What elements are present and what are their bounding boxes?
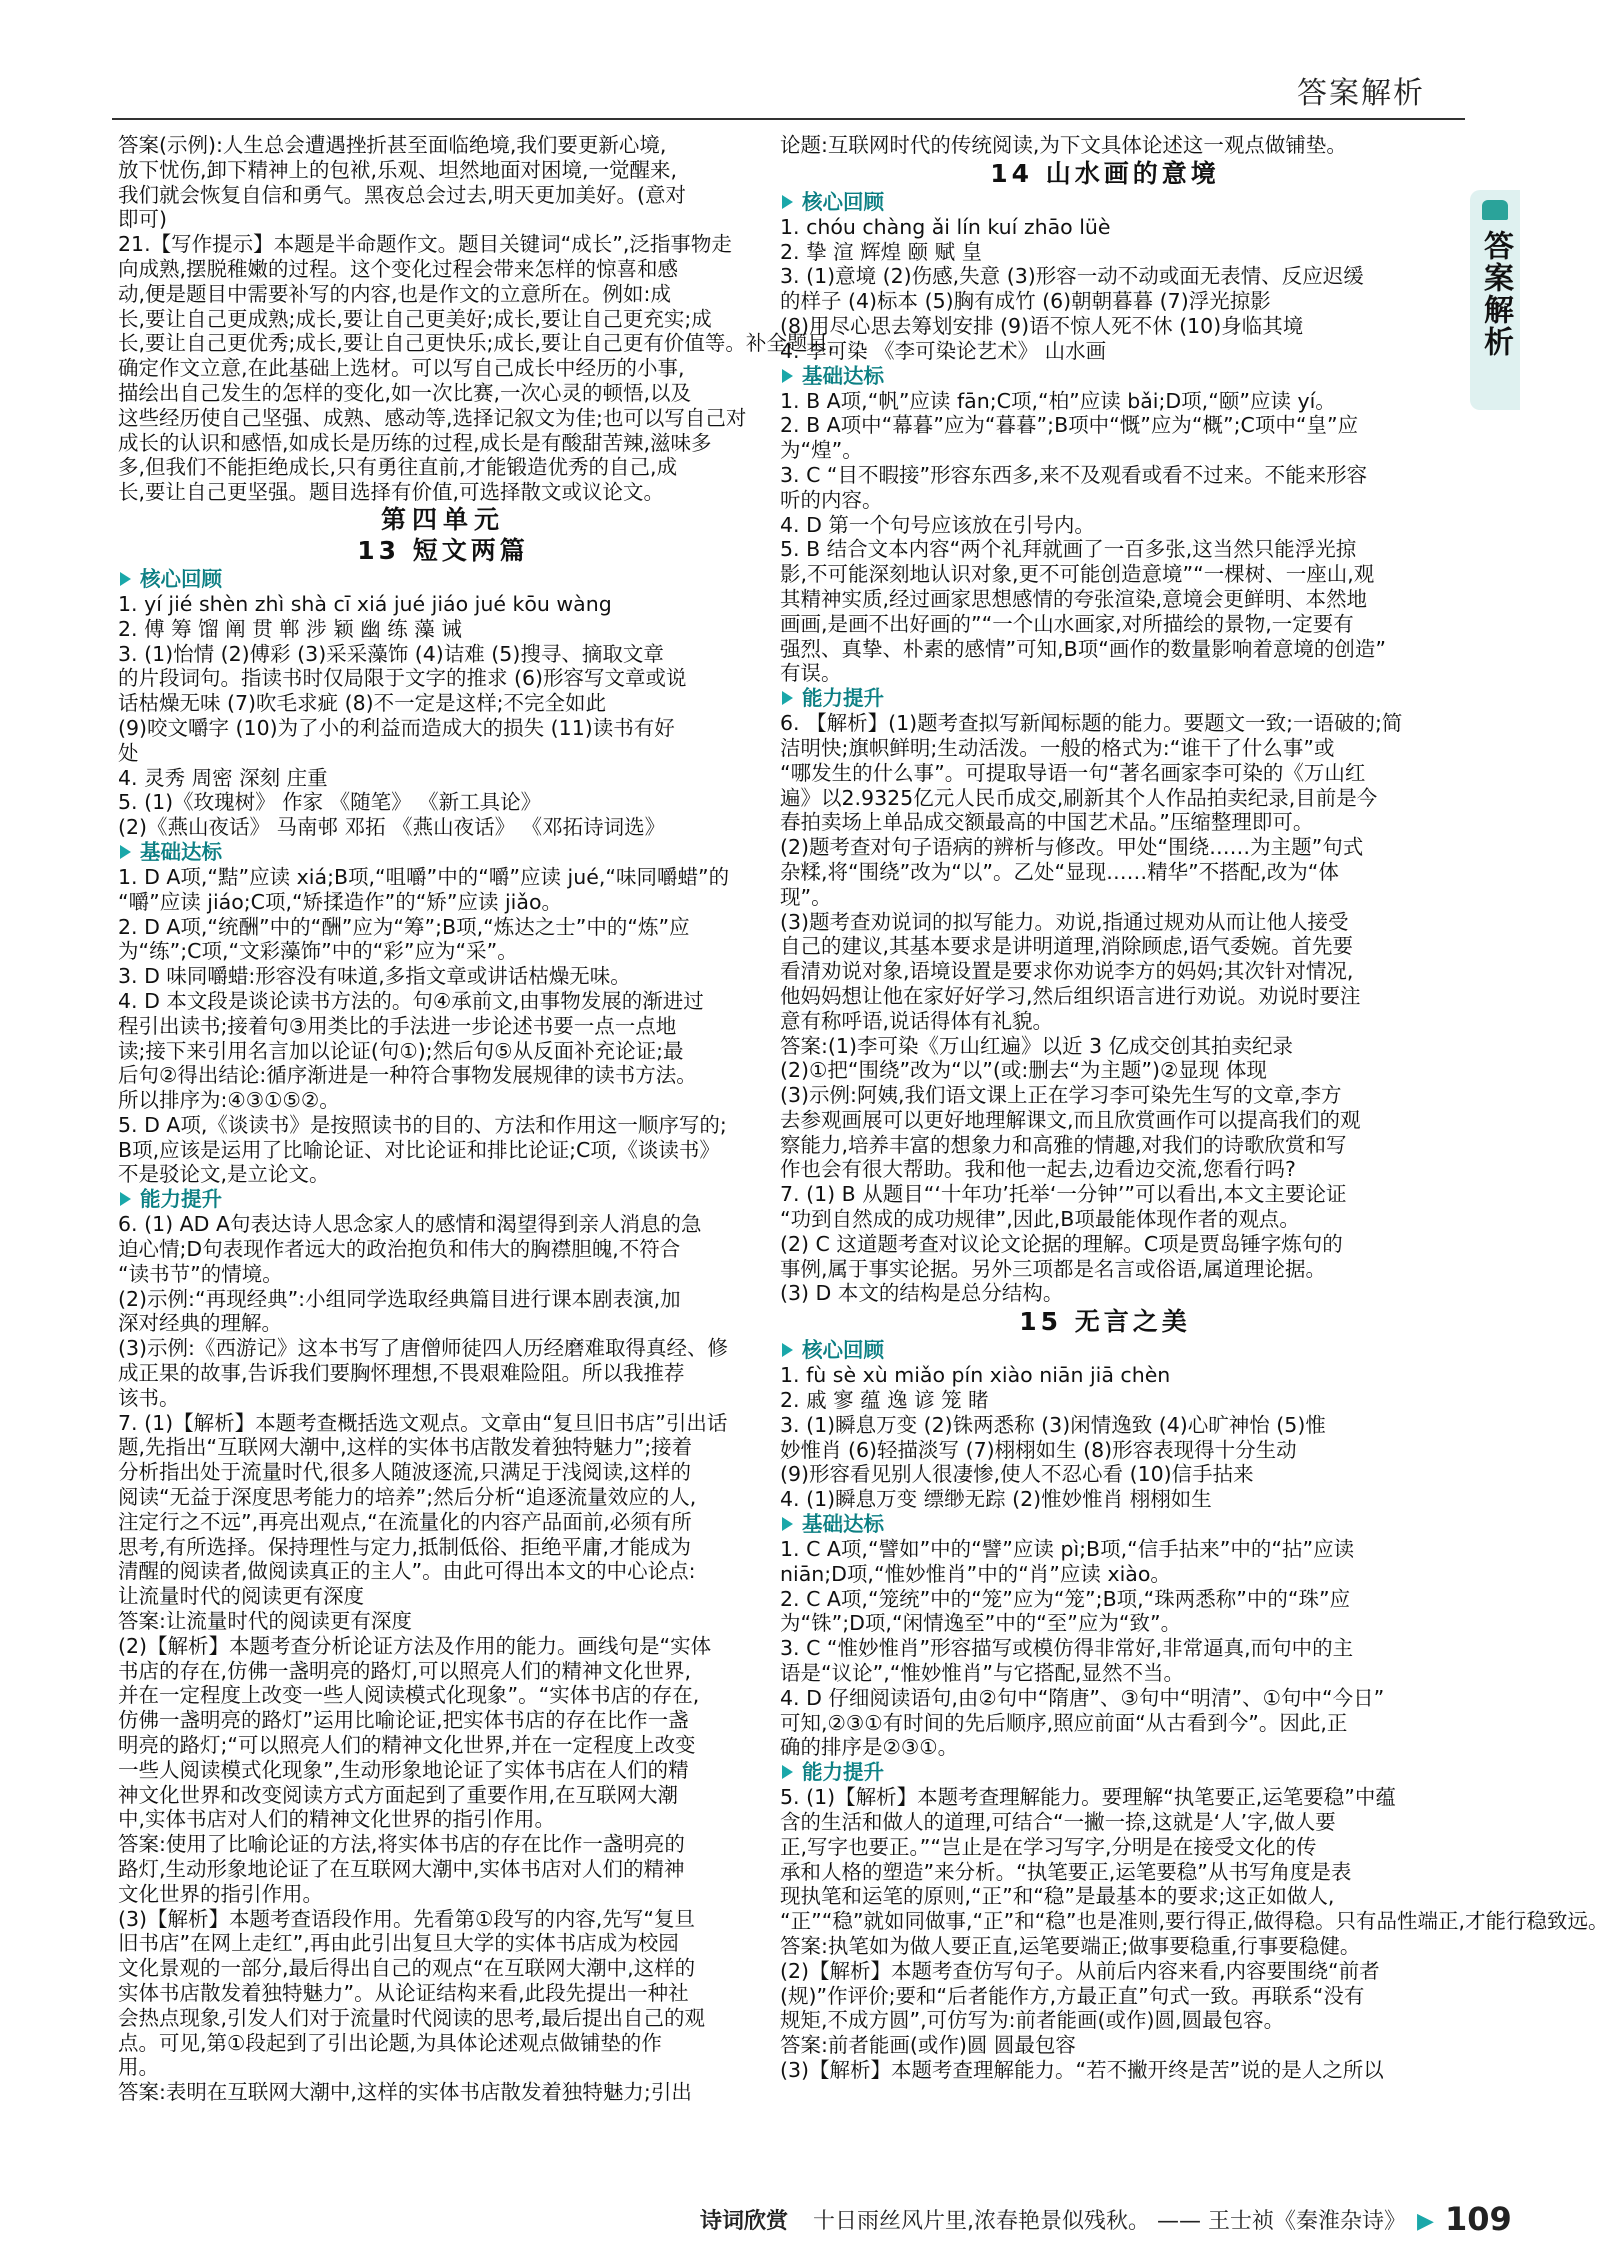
text-line: 语是“议论”,“惟妙惟肖”与它搭配,显然不当。 bbox=[780, 1661, 1185, 1686]
arrow-icon: ▶ bbox=[1417, 2209, 1434, 2234]
text-line: 去参观画展可以更好地理解课文,而且欣赏画作可以提高我们的观 bbox=[780, 1107, 1361, 1132]
text-line: “嚼”应读 jiáo;C项,“矫揉造作”的“矫”应读 jiǎo。 bbox=[118, 889, 562, 914]
text-line: 1. B A项,“帆”应读 fān;C项,“柏”应读 bǎi;D项,“颐”应读 yí。 bbox=[780, 388, 1336, 413]
subsection-heading: 核心回顾 bbox=[780, 190, 1430, 215]
text-line: 画画,是画不出好画的”“一个山水画家,对所描绘的景物,一定要有 bbox=[780, 611, 1354, 636]
text-line: 3. D 味同嚼蜡:形容没有味道,多指文章或讲话枯燥无味。 bbox=[118, 964, 631, 989]
side-tab-label: 答案解析 bbox=[1478, 230, 1513, 358]
text-line: 确的排序是②③①。 bbox=[780, 1735, 959, 1760]
text-line: 现”。 bbox=[780, 884, 832, 909]
text-line: 1. C A项,“譬如”中的“譬”应读 pì;B项,“信手拈来”中的“拈”应读 bbox=[780, 1537, 1355, 1562]
text-line: 不是驳论文,是立论文。 bbox=[118, 1162, 330, 1187]
text-line: 强烈、真挚、朴素的感情”可知,B项“画作的数量影响着意境的创造” bbox=[780, 636, 1386, 661]
header-divider bbox=[112, 118, 1465, 120]
text-line: 2. C A项,“笼统”中的“笼”应为“笼”;B项,“珠两悉称”中的“珠”应 bbox=[780, 1586, 1351, 1611]
subsection-heading: 基础达标 bbox=[780, 1512, 1430, 1537]
text-line: 为“练”;C项,“文彩藻饰”中的“彩”应为“采”。 bbox=[118, 939, 518, 964]
text-line: 的样子 (4)标本 (5)胸有成竹 (6)朝朝暮暮 (7)浮光掠影 bbox=[780, 289, 1271, 314]
text-line: 其精神实质,经过画家思想感情的夸张渲染,意境会更鲜明、本然地 bbox=[780, 586, 1368, 611]
text-line: (2)【解析】本题考查仿写句子。从前后内容来看,内容要围绕“前者 bbox=[780, 1958, 1380, 1983]
text-line: 1. fù sè xù miǎo pín xiào niān jiā chèn bbox=[780, 1363, 1171, 1388]
footer-attribution: —— 王士祯《秦淮杂诗》 bbox=[1157, 2209, 1407, 2234]
page-header-title: 答案解析 bbox=[1297, 76, 1425, 111]
text-line: 成正果的故事,告诉我们要胸怀理想,不畏艰难险阻。所以我推荐 bbox=[118, 1361, 685, 1386]
text-line: 文化世界的指引作用。 bbox=[118, 1881, 323, 1906]
text-line: “读书节”的情境。 bbox=[118, 1261, 283, 1286]
text-line: 后句②得出结论:循序渐进是一种符合事物发展规律的读书方法。 bbox=[118, 1063, 697, 1088]
text-line: 答案:表明在互联网大潮中,这样的实体书店散发着独特魅力;引出 bbox=[118, 2080, 692, 2105]
text-line: 他妈妈想让他在家好好学习,然后组织语言进行劝说。劝说时要注 bbox=[780, 983, 1361, 1008]
text-line: 读;接下来引用名言加以论证(句①);然后句⑤从反面补充论证;最 bbox=[118, 1038, 684, 1063]
text-line: (2)示例:“再现经典”:小组同学选取经典篇目进行课本剧表演,加 bbox=[118, 1286, 681, 1311]
text-line: 规矩,不成方圆”,可仿写为:前者能画(或作)圆,圆最包容。 bbox=[780, 2008, 1285, 2033]
text-line: 春拍卖场上单品成交额最高的中国艺术品。”压缩整理即可。 bbox=[780, 810, 1314, 835]
text-line: 为“煌”。 bbox=[780, 438, 863, 463]
text-line: 旧书店”在网上走红”,再由此引出复旦大学的实体书店成为校园 bbox=[118, 1931, 679, 1956]
subsection-heading: 核心回顾 bbox=[780, 1338, 1430, 1363]
text-line: 成长的认识和感悟,如成长是历练的过程,成长是有酸甜苦辣,滋味多 bbox=[118, 430, 712, 455]
text-line: 书店的存在,仿佛一盏明亮的路灯,可以照亮人们的精神文化世界, bbox=[118, 1658, 692, 1683]
text-line: 一些人阅读模式化现象”,生动形象地论证了实体书店在人们的精 bbox=[118, 1757, 689, 1782]
text-line: (3)示例:阿姨,我们语文课上正在学习李可染先生写的文章,李方 bbox=[780, 1083, 1342, 1108]
text-line: 答案:让流量时代的阅读更有深度 bbox=[118, 1609, 412, 1634]
text-line: 程引出读书;接着句③用类比的手法进一步论述书要一点一点地 bbox=[118, 1013, 677, 1038]
text-line: 迫心情;D句表现作者远大的政治抱负和伟大的胸襟胆魄,不符合 bbox=[118, 1237, 681, 1262]
text-line: 遍》以2.9325亿元人民币成交,刷新其个人作品拍卖纪录,目前是今 bbox=[780, 785, 1378, 810]
text-line: 深对经典的理解。 bbox=[118, 1311, 282, 1336]
subsection-heading: 能力提升 bbox=[780, 686, 1430, 711]
text-line: 长,要让自己更坚强。题目选择有价值,可选择散文或议论文。 bbox=[118, 480, 665, 505]
text-line: 3. C “目不暇接”形容东西多,来不及观看或看不过来。不能来形容 bbox=[780, 462, 1368, 487]
text-line: 阅读“无益于深度思考能力的培养”;然后分析“追逐流量效应的人, bbox=[118, 1485, 697, 1510]
text-line: 确定作文立意,在此基础上选材。可以写自己成长中经历的小事, bbox=[118, 356, 685, 381]
text-line: (2)题考查对句子语病的辨析与修改。甲处“围绕……为主题”句式 bbox=[780, 835, 1364, 860]
text-line: 中,实体书店对人们的精神文化世界的指引作用。 bbox=[118, 1807, 556, 1832]
text-line: (3)【解析】本题考查理解能力。“若不撇开终是苦”说的是人之所以 bbox=[780, 2057, 1384, 2082]
text-line: 文化景观的一部分,最后得出自己的观点“在互联网大潮中,这样的 bbox=[118, 1956, 696, 1981]
text-line: 答案:执笔如为做人要正直,运笔要端正;做事要稳重,行事要稳健。 bbox=[780, 1934, 1361, 1958]
text-line: 处 bbox=[118, 740, 139, 765]
text-line: 2. 傅 筹 馏 阐 贯 郸 涉 颖 幽 练 藻 诫 bbox=[118, 616, 462, 641]
text-line: 这些经历使自己坚强、成熟、感动等,选择记叙文为佳;也可以写自己对 bbox=[118, 405, 747, 430]
book-icon bbox=[1482, 200, 1508, 220]
text-line: 用。 bbox=[118, 2055, 159, 2080]
text-line: (3) D 本文的结构是总分结构。 bbox=[780, 1281, 1064, 1306]
footer-poem: 十日雨丝风片里,浓春艳景似残秋。 bbox=[813, 2209, 1151, 2234]
text-line: 该书。 bbox=[118, 1385, 180, 1410]
section-title: 13 短文两篇 bbox=[357, 535, 529, 565]
text-line: 点。可见,第①段起到了引出论题,为具体论述观点做铺垫的作 bbox=[118, 2030, 662, 2055]
text-line: 现执笔和运笔的原则,“正”和“稳”是最基本的要求;这正如做人, bbox=[780, 1884, 1335, 1909]
text-line: 即可) bbox=[118, 207, 167, 232]
text-line: 含的生活和做人的道理,可结合“一撇一捺,这就是‘人’字,做人要 bbox=[780, 1810, 1336, 1835]
text-line: 看清劝说对象,语境设置是要求你劝说李方的妈妈;其次针对情况, bbox=[780, 959, 1354, 984]
text-line: 7. (1)【解析】本题考查概括选文观点。文章由“复旦旧书店”引出话 bbox=[118, 1410, 728, 1435]
side-tab bbox=[1470, 190, 1520, 410]
text-line: 我们就会恢复自信和勇气。黑夜总会过去,明天更加美好。(意对 bbox=[118, 182, 687, 207]
text-line: 6. (1) AD A句表达诗人思念家人的感情和渴望得到亲人消息的急 bbox=[118, 1212, 702, 1237]
text-line: 并在一定程度上改变一些人阅读模式化现象”。“实体书店的存在, bbox=[118, 1683, 700, 1708]
text-line: 2. 戚 寥 蕴 逸 谚 笼 睹 bbox=[780, 1388, 989, 1413]
text-line: 4. D 仔细阅读语句,由②句中“隋唐”、③句中“明清”、①句中“今日” bbox=[780, 1685, 1385, 1710]
text-line: 会热点现象,引发人们对于流量时代阅读的思考,最后提出自己的观 bbox=[118, 2005, 706, 2030]
text-line: 多,但我们不能拒绝成长,只有勇往直前,才能锻造优秀的自己,成 bbox=[118, 455, 678, 480]
section-title: 15 无言之美 bbox=[1019, 1307, 1191, 1337]
text-line: 正,写字也要正。”“岂止是在学习写字,分明是在接受文化的传 bbox=[780, 1834, 1317, 1859]
text-line: (3)示例:《西游记》这本书写了唐僧师徒四人历经磨难取得真经、修 bbox=[118, 1336, 728, 1361]
text-line: 论题:互联网时代的传统阅读,为下文具体论述这一观点做铺垫。 bbox=[780, 133, 1347, 157]
text-line: (2)《燕山夜话》 马南邨 邓拓 《燕山夜话》 《邓拓诗词选》 bbox=[118, 815, 666, 840]
section-title: 14 山水画的意境 bbox=[990, 158, 1220, 188]
text-line: 1. yí jié shèn zhì shà cī xiá jué jiáo jué kōu wàng bbox=[118, 591, 612, 616]
text-line: 让流量时代的阅读更有深度 bbox=[118, 1584, 364, 1609]
text-line: (2) C 这道题考查对议论文论据的理解。C项是贾岛锤字炼句的 bbox=[780, 1231, 1343, 1256]
text-line: 4. 李可染 《李可染论艺术》 山水画 bbox=[780, 338, 1107, 363]
text-line: “功到自然成的成功规律”,因此,B项最能体现作者的观点。 bbox=[780, 1207, 1300, 1232]
text-line: (规)”作评价;要和“后者能作方,方最正直”句式一致。再联系“没有 bbox=[780, 1983, 1365, 2008]
footer-label: 诗词欣赏 bbox=[700, 2209, 789, 2234]
text-line: 自己的建议,其基本要求是讲明道理,消除顾虑,语气委婉。首先要 bbox=[780, 934, 1354, 959]
text-line: 放下忧伤,卸下精神上的包袱,乐观、坦然地面对困境,一觉醒来, bbox=[118, 157, 678, 182]
text-line: (9)咬文嚼字 (10)为了小的利益而造成大的损失 (11)读书有好 bbox=[118, 715, 675, 740]
text-line: 思考,有所选择。保持理性与定力,抵制低俗、拒绝平庸,才能成为 bbox=[118, 1534, 692, 1559]
subsection-heading: 能力提升 bbox=[780, 1760, 1430, 1785]
text-line: 为“铢”;D项,“闲情逸至”中的“至”应为“致”。 bbox=[780, 1611, 1182, 1636]
section-title: 第四单元 bbox=[380, 504, 505, 534]
text-line: (8)用尽心思去筹划安排 (9)语不惊人死不休 (10)身临其境 bbox=[780, 313, 1304, 338]
text-line: 长,要让自己更优秀;成长,要让自己更快乐;成长,要让自己更有价值等。补全题目, bbox=[118, 331, 835, 356]
text-line: 答案:(1)李可染《万山红遍》以近 3 亿成交创其拍卖纪录 bbox=[780, 1033, 1294, 1058]
text-line: 5. (1)【解析】本题考查理解能力。要理解“执笔要正,运笔要稳”中蕴 bbox=[780, 1785, 1396, 1810]
text-line: 1. D A项,“黠”应读 xiá;B项,“咀嚼”中的“嚼”应读 jué,“味同嚼蜡”的 bbox=[118, 864, 730, 889]
subsection-heading: 核心回顾 bbox=[118, 567, 768, 592]
text-line: 5. B 结合文本内容“两个礼拜就画了一百多张,这当然只能浮光掠 bbox=[780, 537, 1357, 562]
text-line: 影,不可能深刻地认识对象,更不可能创造意境”“一棵树、一座山,观 bbox=[780, 562, 1375, 587]
text-line: 3. (1)瞬息万变 (2)铢两悉称 (3)闲情逸致 (4)心旷神怡 (5)惟 bbox=[780, 1412, 1326, 1437]
text-line: 2. B A项中“幕暮”应为“暮暮”;B项中“慨”应为“概”;C项中“皇”应 bbox=[780, 413, 1359, 438]
text-line: 仿佛一盏明亮的路灯”运用比喻论证,把实体书店的存在比作一盏 bbox=[118, 1708, 689, 1733]
subsection-heading: 能力提升 bbox=[118, 1187, 768, 1212]
text-line: niān;D项,“惟妙惟肖”中的“肖”应读 xiào。 bbox=[780, 1561, 1171, 1586]
text-line: 答案:使用了比喻论证的方法,将实体书店的存在比作一盏明亮的 bbox=[118, 1832, 685, 1857]
text-line: 路灯,生动形象地论证了在互联网大潮中,实体书店对人们的精神 bbox=[118, 1857, 685, 1881]
text-line: 4. D 第一个句号应该放在引号内。 bbox=[780, 512, 1095, 537]
text-line: 5. (1)《玫瑰树》 作家 《随笔》 《新工具论》 bbox=[118, 790, 542, 815]
text-line: (3)【解析】本题考查语段作用。先看第①段写的内容,先写“复旦 bbox=[118, 1906, 696, 1931]
text-line: 承和人格的塑造”来分析。“执笔要正,运笔要稳”从书写角度是表 bbox=[780, 1859, 1352, 1884]
text-line: 4. D 本文段是谈论读书方法的。句④承前文,由事物发展的渐进过 bbox=[118, 988, 704, 1013]
text-line: 洁明快;旗帜鲜明;生动活泼。一般的格式为:“谁干了什么事”或 bbox=[780, 735, 1335, 760]
text-line: 21.【写作提示】本题是半命题作文。题目关键词“成长”,泛指事物走 bbox=[118, 232, 732, 257]
text-line: (3)题考查劝说词的拟写能力。劝说,指通过规劝从而让他人接受 bbox=[780, 909, 1349, 934]
text-line: 3. (1)怡情 (2)傅彩 (3)采采藻饰 (4)诘难 (5)搜寻、摘取文章 bbox=[118, 641, 664, 666]
subsection-heading: 基础达标 bbox=[118, 840, 768, 865]
text-line: 注定行之不远”,再亮出观点,“在流量化的内容产品面前,必须有所 bbox=[118, 1509, 692, 1534]
text-line: 2. 挚 渲 辉煌 颐 赋 皇 bbox=[780, 239, 983, 264]
text-line: 答案:前者能画(或作)圆 圆最包容 bbox=[780, 2033, 1076, 2058]
text-line: 描绘出自己发生的怎样的变化,如一次比赛,一次心灵的顿悟,以及 bbox=[118, 380, 692, 405]
text-line: (9)形容看见别人很凄惨,使人不忍心看 (10)信手拈来 bbox=[780, 1462, 1254, 1487]
text-line: 1. chóu chàng ǎi lín kuí zhāo lüè bbox=[780, 214, 1111, 239]
text-line: 事例,属于事实论据。另外三项都是名言或俗语,属道理论据。 bbox=[780, 1256, 1327, 1281]
text-line: 话枯燥无味 (7)吹毛求疵 (8)不一定是这样;不完全如此 bbox=[118, 691, 607, 716]
subsection-heading: 基础达标 bbox=[780, 364, 1430, 389]
text-line: “哪发生的什么事”。可提取导语一句“著名画家李可染的《万山红 bbox=[780, 760, 1366, 785]
text-line: 意有称呼语,说话得体有礼貌。 bbox=[780, 1008, 1054, 1033]
text-line: 可知,②③①有时间的先后顺序,照应前面“从古看到今”。因此,正 bbox=[780, 1710, 1348, 1735]
page-number: 109 bbox=[1444, 2200, 1512, 2238]
text-line: 有误。 bbox=[780, 661, 842, 686]
text-line: 2. D A项,“统酬”中的“酬”应为“筹”;B项,“炼达之士”中的“炼”应 bbox=[118, 914, 690, 939]
text-line: 清醒的阅读者,做阅读真正的主人”。由此可得出本文的中心论点: bbox=[118, 1559, 696, 1584]
text-line: 杂糅,将“围绕”改为“以”。乙处“显现……精华”不搭配,改为“体 bbox=[780, 859, 1339, 884]
text-line: 答案(示例):人生总会遭遇挫折甚至面临绝境,我们要更新心境, bbox=[118, 133, 667, 157]
text-line: 的片段词句。指读书时仅局限于文字的推求 (6)形容写文章或说 bbox=[118, 666, 687, 691]
text-line: 所以排序为:④③①⑤②。 bbox=[118, 1088, 340, 1113]
text-line: 实体书店散发着独特魅力”。从论证结构来看,此段先提出一种社 bbox=[118, 1980, 689, 2005]
text-line: (2)【解析】本题考查分析论证方法及作用的能力。画线句是“实体 bbox=[118, 1633, 712, 1658]
text-line: B项,应该是运用了比喻论证、对比论证和排比论证;C项,《谈读书》 bbox=[118, 1137, 720, 1162]
text-line: 题,先指出“互联网大潮中,这样的实体书店散发着独特魅力”;接着 bbox=[118, 1435, 693, 1460]
text-line: 动,便是题目中需要补写的内容,也是作文的立意所在。例如:成 bbox=[118, 281, 671, 306]
text-line: “正”“稳”就如同做事,“正”和“稳”也是准则,要行得正,做得稳。只有品性端正,才能行稳致远。 bbox=[780, 1909, 1609, 1934]
text-line: 长,要让自己更成熟;成长,要让自己更美好;成长,要让自己更充实;成 bbox=[118, 306, 712, 331]
text-line: 妙惟肖 (6)轻描淡写 (7)栩栩如生 (8)形容表现得十分生动 bbox=[780, 1437, 1297, 1462]
text-line: 6. 【解析】(1)题考查拟写新闻标题的能力。要题文一致;一语破的;简 bbox=[780, 711, 1403, 736]
text-line: 7. (1) B 从题目“‘十年功’托举‘一分钟’”可以看出,本文主要论证 bbox=[780, 1182, 1347, 1207]
text-line: 察能力,培养丰富的想象力和高雅的情趣,对我们的诗歌欣赏和写 bbox=[780, 1132, 1347, 1157]
text-line: 3. (1)意境 (2)伤感,失意 (3)形容一动不动或面无表情、反应迟缓 bbox=[780, 264, 1364, 289]
text-line: (2)①把“围绕”改为“以”(或:删去“为主题”)②显现 体现 bbox=[780, 1058, 1267, 1083]
text-line: 分析指出处于流量时代,很多人随波逐流,只满足于浅阅读,这样的 bbox=[118, 1460, 692, 1485]
text-line: 听的内容。 bbox=[780, 487, 883, 512]
text-line: 5. D A项,《谈读书》是按照读书的目的、方法和作用这一顺序写的; bbox=[118, 1112, 727, 1137]
text-line: 向成熟,摆脱稚嫩的过程。这个变化过程会带来怎样的惊喜和感 bbox=[118, 256, 679, 281]
text-line: 作也会有很大帮助。我和他一起去,边看边交流,您看行吗? bbox=[780, 1157, 1296, 1182]
text-line: 明亮的路灯;“可以照亮人们的精神文化世界,并在一定程度上改变 bbox=[118, 1733, 696, 1758]
page-footer bbox=[700, 2200, 1512, 2238]
text-line: 神文化世界和改变阅读方式方面起到了重要作用,在互联网大潮 bbox=[118, 1782, 679, 1807]
text-line: 4. 灵秀 周密 深刻 庄重 bbox=[118, 765, 328, 790]
text-line: 3. C “惟妙惟肖”形容描写或模仿得非常好,非常逼真,而句中的主 bbox=[780, 1636, 1354, 1661]
text-line: 4. (1)瞬息万变 缥缈无踪 (2)惟妙惟肖 栩栩如生 bbox=[780, 1487, 1212, 1512]
